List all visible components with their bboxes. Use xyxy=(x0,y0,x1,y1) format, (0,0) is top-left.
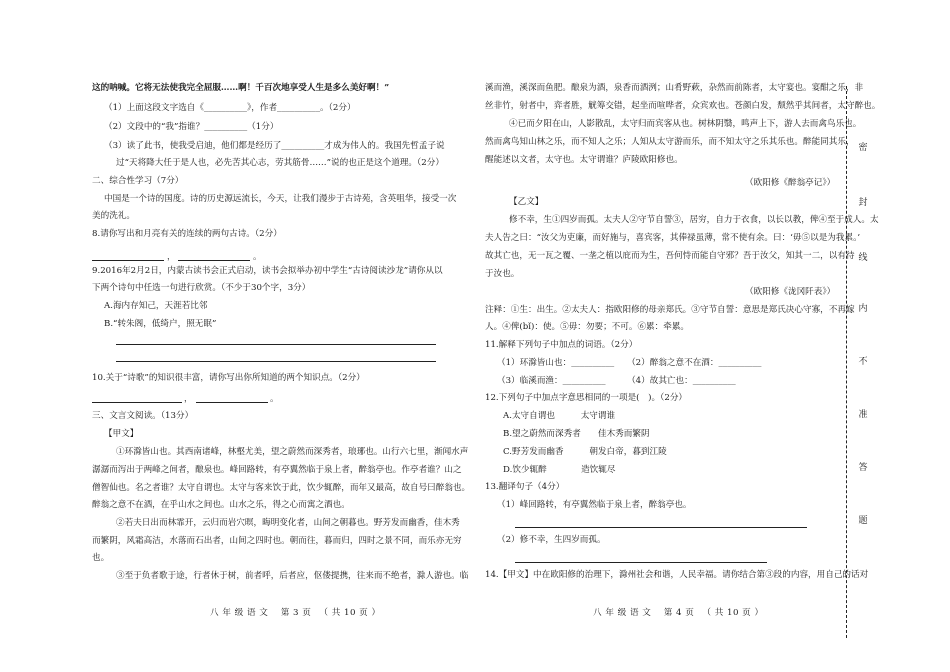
paragraph-line: 修不幸，生①四岁而孤。太夫人②守节自誓③，居穷，自力于衣食，以长以教，俾④至于成人。太 xyxy=(509,215,879,225)
text-title: 【甲文】 xyxy=(104,429,139,439)
paragraph-line: 也。 xyxy=(92,553,110,563)
answer-line[interactable] xyxy=(178,260,250,261)
page-footer: 八 年 级 语 文 第 4 页 （ 共 10 页 ） xyxy=(593,608,764,618)
annotation: 注释：①生：出生。②太夫人：指欧阳修的母亲郑氏。③守节自誓：意思是郑氏决心守寡，不再嫁 xyxy=(485,305,855,315)
seal-char: 不 xyxy=(858,357,868,367)
seal-char: 题 xyxy=(858,516,868,526)
paragraph-line: 故其亡也，无一瓦之覆、一垄之植以庇而为生，吾何恃而能自守邪？吾于汝父，知其一二，以有待 xyxy=(485,251,855,261)
paragraph-line: 然而禽鸟知山林之乐，而不知人之乐；人知从太守游而乐，而不知太守之乐其乐也。醉能同其乐， xyxy=(485,137,855,147)
option-a: A.海内存知己，天涯若比邻 xyxy=(104,301,208,311)
seal-line xyxy=(846,86,847,638)
answer-line[interactable] xyxy=(116,361,436,362)
answer-line[interactable] xyxy=(515,527,807,528)
translate-item-2: （2）修不幸，生四岁而孤。 xyxy=(497,535,606,545)
paragraph-line: 而繁阴，风霜高洁，水落而石出者，山间之四时也。朝而往，暮而归，四时之景不同，而乐亦无穷 xyxy=(92,536,462,546)
question-10: 10.关于“诗歌”的知识很丰富，请你写出你所知道的两个知识点。（2分） xyxy=(92,373,365,383)
question-9: 9.2016年2月2日，内蒙古读书会正式启动，读书会拟举办初中学生“古诗阅读沙龙”请你从以 xyxy=(92,266,443,276)
option-a: A.太守自谓也 太守谓谁 xyxy=(503,411,616,421)
paragraph-line: 溪而渔，溪深而鱼肥。酿泉为酒，泉香而酒洌；山肴野蔌，杂然而前陈者，太守宴也。宴酣之乐，非 xyxy=(485,83,864,93)
punct: ， xyxy=(184,394,193,404)
page-footer: 八 年 级 语 文 第 3 页 （ 共 10 页 ） xyxy=(210,608,381,618)
section-heading: 三、文言文阅读。（13分） xyxy=(92,411,194,421)
question-14: 14.【甲文】中在欧阳修的治理下，滁州社会和谐，人民幸福。请你结合第③段的内容，用自己的话对 xyxy=(485,570,869,580)
paragraph-line: 醒能述以文者，太守也。太守谓谁？庐陵欧阳修也。 xyxy=(485,155,683,165)
source-citation: （欧阳修《泷冈阡表》） xyxy=(745,287,836,297)
option-c: C.野芳发而幽香 朝发白帝，暮到江陵 xyxy=(503,447,667,457)
seal-char: 答 xyxy=(858,463,868,473)
question-8: 8.请你写出和月亮有关的连续的两句古诗。（2分） xyxy=(92,229,282,239)
text-title: 【乙文】 xyxy=(509,197,544,207)
paragraph-line: 于汝也。 xyxy=(485,269,520,279)
question-1: （1）上面这段文字选自《__________》，作者__________。（2分） xyxy=(104,103,356,113)
question-11: 11.解释下列句子中加点的词语。（2分） xyxy=(485,340,638,350)
paragraph-line: 夫人告之曰：“汝父为吏廉，而好施与，喜宾客，其俸禄虽薄，常不使有余。曰：‘毋⑤以是为我累。’ xyxy=(485,233,861,243)
question-3-cont: 过“天将降大任于是人也，必先苦其心志，劳其筋骨……”说的也正是这个道理。（2分） xyxy=(116,158,444,168)
paragraph-line: ①环滁皆山也。其西南诸峰，林壑尤美，望之蔚然而深秀者，琅琊也。山行六七里，渐闻水声 xyxy=(116,447,469,457)
paragraph-line: 醉翁之意不在酒，在乎山水之间也。山水之乐，得之心而寓之酒也。 xyxy=(92,500,350,510)
question-9-cont: 下两个诗句中任选一句进行欣赏。（不少于30个字，3分） xyxy=(92,283,311,293)
page-4 xyxy=(475,0,950,672)
source-citation: （欧阳修《醉翁亭记》） xyxy=(745,178,836,188)
question-11-row-2: （3）临溪而渔：__________ （4）故其亡也：__________ xyxy=(497,376,736,386)
question-3: （3）读了此书，使我受启迪，他们都是经历了__________才成为伟人的。我国先哲孟子说 xyxy=(104,141,445,151)
answer-line[interactable] xyxy=(92,402,182,403)
paragraph-line: 丝非竹，射者中，弈者胜，觥筹交错，起坐而喧哗者，众宾欢也。苍颜白发，颓然乎其间者，太守醉也。 xyxy=(485,101,881,111)
seal-char: 内 xyxy=(858,304,868,314)
translate-item-1: （1）峰回路转，有亭翼然临于泉上者，醉翁亭也。 xyxy=(497,500,692,510)
annotation: 人。④俾(bǐ)：使。⑤毋：勿要；不可。⑥累：牵累。 xyxy=(485,322,690,332)
question-12: 12.下列句子中加点字意思相同的一项是( )。（2分） xyxy=(485,393,688,403)
paragraph-line: 潺潺而泻出于两峰之间者，酿泉也。峰回路转，有亭翼然临于泉上者，醉翁亭也。作亭者谁？山之 xyxy=(92,465,462,475)
answer-line[interactable] xyxy=(92,260,164,261)
answer-line[interactable] xyxy=(196,402,268,403)
punct: ， xyxy=(167,252,176,262)
text-line: 这的呐喊。它将无法使我完全屈服……啊！千百次地享受人生是多么美好啊！” xyxy=(92,83,390,93)
paragraph-line: 美的洗礼。 xyxy=(92,211,135,221)
paragraph-line: 僧智仙也。名之者谁？太守自谓也。太守与客来饮于此，饮少辄醉，而年又最高，故自号曰醉翁也。 xyxy=(92,483,471,493)
question-13: 13.翻译句子（4分） xyxy=(485,482,565,492)
option-d: D.饮少辄醉 造饮辄尽 xyxy=(503,465,616,475)
seal-char: 准 xyxy=(858,410,868,420)
answer-line[interactable] xyxy=(116,344,436,345)
paragraph-line: ③至于负者歌于途，行者休于树，前者呼，后者应，伛偻提携，往来而不绝者，滁人游也。临 xyxy=(116,571,469,581)
paragraph-line: 中国是一个诗的国度。诗的历史源远流长，今天，让我们漫步于古诗苑，含英咀华，接受一次 xyxy=(104,194,457,204)
paragraph-line: ④已而夕阳在山，人影散乱，太守归而宾客从也。树林阴翳，鸣声上下，游人去而禽鸟乐也。 xyxy=(509,119,862,129)
seal-char: 密 xyxy=(858,143,868,153)
seal-char: 线 xyxy=(858,253,868,263)
question-2: （2）文段中的“我”指谁？__________（1分） xyxy=(104,122,279,132)
option-b: B.望之蔚然而深秀者 佳木秀而繁阴 xyxy=(503,429,650,439)
question-11-row-1: （1）环滁皆山也：__________ （2）醉翁之意不在酒：__________ xyxy=(497,358,762,368)
paragraph-line: ②若夫日出而林霏开，云归而岩穴暝，晦明变化者，山间之朝暮也。野芳发而幽香，佳木秀 xyxy=(116,518,460,528)
seal-char: 封 xyxy=(858,198,868,208)
punct: 。 xyxy=(253,252,262,262)
option-b: B.“转朱阁，低绮户，照无眠” xyxy=(104,319,217,329)
punct: 。 xyxy=(270,394,279,404)
section-heading: 二、综合性学习（7分） xyxy=(92,176,184,186)
answer-line[interactable] xyxy=(515,562,767,563)
